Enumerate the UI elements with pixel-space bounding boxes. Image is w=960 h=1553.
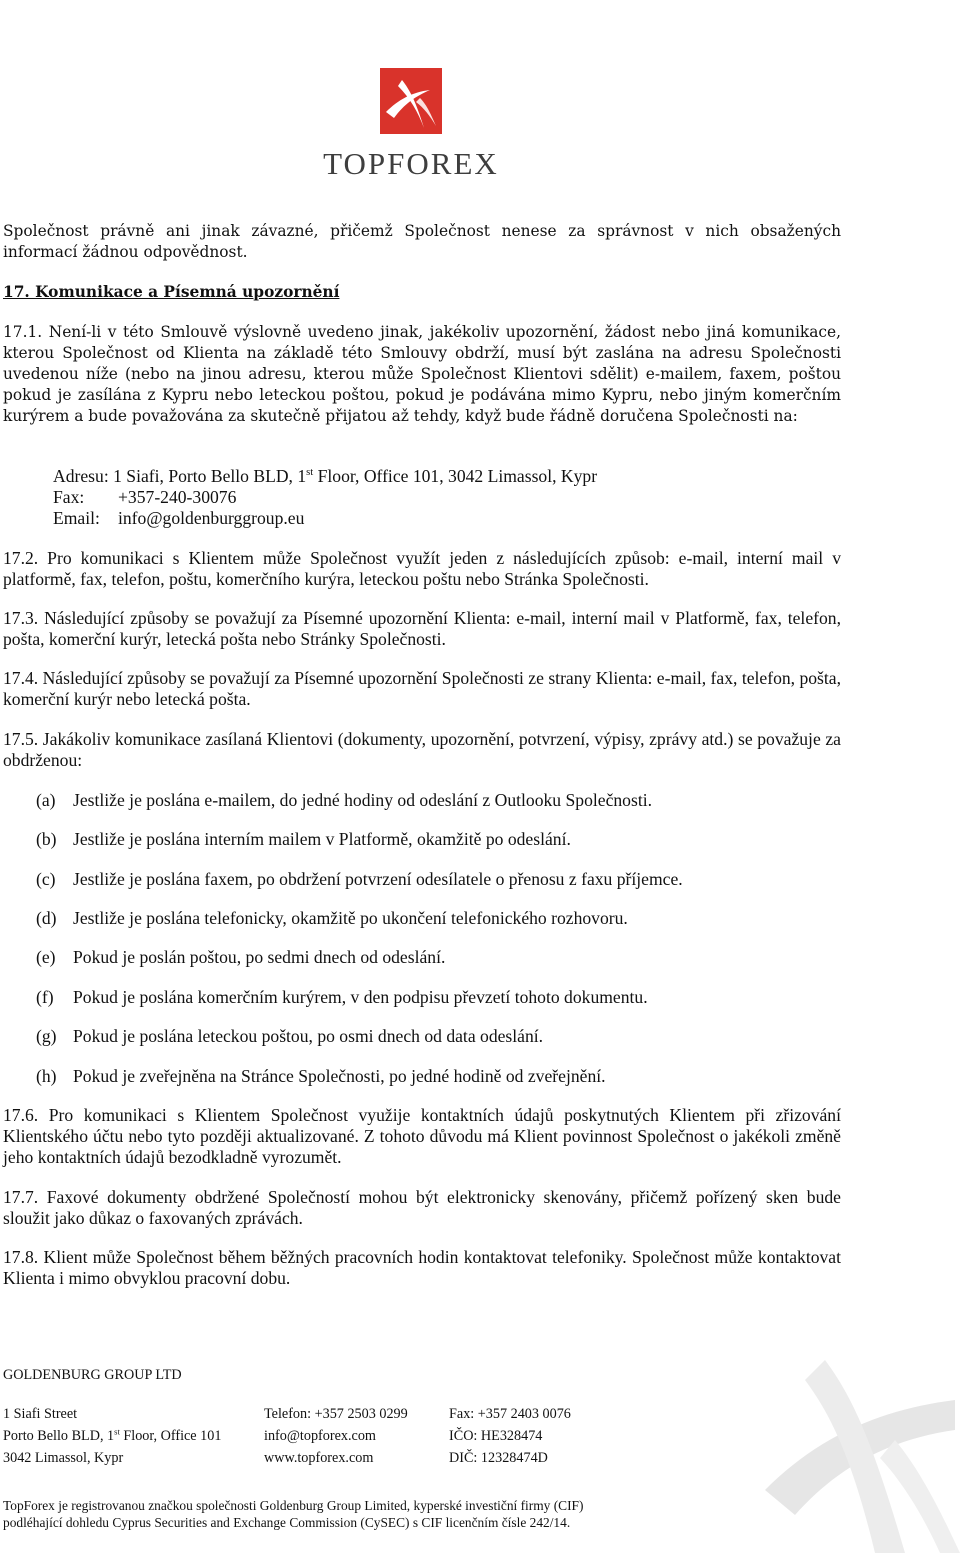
watermark-logo-icon (755, 1340, 960, 1553)
footer-address-line-1: 1 Siafi Street (3, 1406, 78, 1422)
paragraph-17-6: 17.6. Pro komunikaci s Klientem Společnost využije kontaktních údajů poskytnutých Klientem při zřizování Klientského účtu nebo tyto později aktualizované. Z tohoto důvodu má Klient povinnost Společnost o jakékoli změně jeho kontaktních údajů bezodkladně vyrozumět. (3, 1105, 841, 1167)
list-item (36, 1026, 543, 1047)
section-heading: 17. Komunikace a Písemná upozornění (3, 283, 340, 301)
list-item-text: Jestliže je poslána faxem, po obdržení potvrzení odesílatele o přenosu z faxu příjemce. (73, 869, 683, 889)
paragraph-17-2: 17.2. Pro komunikaci s Klientem může Společnost využít jeden z následujících způsob: e-mail, interní mail v platformě, fax, telefon, poštu, komerčního kurýra, leteckou poštu nebo Stránka Společnosti. (3, 548, 841, 589)
footer-legal-note-line-1: TopForex je registrovanou značkou společnosti Goldenburg Group Limited, kyperské investiční firmy (CIF) (3, 1498, 584, 1513)
footer-legal-note-line-2: podléhající dohledu Cyprus Securities and Exchange Commission (CySEC) s CIF licenčním čísle 242/14. (3, 1515, 571, 1530)
footer-website[interactable]: www.topforex.com (264, 1450, 374, 1466)
list-item (36, 1066, 606, 1087)
list-item-text: Pokud je poslána komerčním kurýrem, v den podpisu převzetí tohoto dokumentu. (73, 987, 648, 1007)
list-item-text: Pokud je poslán poštou, po sedmi dnech od odeslání. (73, 947, 446, 967)
list-item-label: (e) (36, 947, 56, 967)
list-item-label: (g) (36, 1026, 57, 1046)
list-item-label: (h) (36, 1066, 57, 1086)
list-item (36, 790, 652, 811)
intro-line-1: Společnost právně ani jinak závazné, přičemž Společnost nenese za správnost v nich obsažených (3, 222, 841, 240)
footer-dic: DIČ: 12328474D (449, 1450, 548, 1466)
fax-value: +357-240-30076 (118, 487, 237, 507)
address-value-end: Floor, Office 101, 3042 Limassol, Kypr (313, 466, 598, 486)
footer-email[interactable]: info@topforex.com (264, 1428, 376, 1444)
topforex-logo-mark (380, 68, 442, 134)
brand-name: TOPFOREX (323, 146, 499, 181)
paragraph-17-5: 17.5. Jakákoliv komunikace zasílaná Klientovi (dokumenty, upozornění, potvrzení, výpisy, zprávy atd.) se považuje za obdrženou: (3, 729, 841, 770)
intro-line-2: informací žádnou odpovědnost. (3, 243, 248, 261)
topforex-logo (318, 68, 504, 180)
paragraph-17-7: 17.7. Faxové dokumenty obdržené Společností mohou být elektronicky skenovány, přičemž pořízený sken bude sloužit jako důkaz o faxovaných zprávách. (3, 1187, 841, 1228)
footer-address-column (3, 1405, 221, 1471)
footer-address-line-3: 3042 Limassol, Kypr (3, 1450, 124, 1466)
fax-line (53, 487, 236, 508)
paragraph-17-4: 17.4. Následující způsoby se považují za Písemné upozornění Společnosti ze strany Klienta: e-mail, fax, telefon, pošta, komerční kurýr nebo letecká pošta. (3, 668, 841, 709)
footer-address-sup: st (114, 1426, 120, 1437)
footer-address-line-2 (3, 1427, 221, 1449)
footer-address-line-2-end: Floor, Office 101 (119, 1428, 222, 1444)
footer-company-name: GOLDENBURG GROUP LTD (3, 1367, 182, 1383)
list-item-text: Jestliže je poslána e-mailem, do jedné hodiny od odeslání z Outlooku Společnosti. (73, 790, 653, 810)
footer-address-line-2-start: Porto Bello BLD, 1 (3, 1428, 115, 1444)
footer-registration-column (449, 1405, 571, 1471)
list-item-label: (b) (36, 829, 57, 849)
list-item-text: Pokud je zveřejněna na Stránce Společnosti, po jedné hodině od zveřejnění. (73, 1066, 606, 1086)
list-item (36, 869, 683, 890)
list-item-label: (c) (36, 869, 56, 889)
paragraph-17-1: 17.1. Není-li v této Smlouvě výslovně uvedeno jinak, jakékoliv upozornění, žádost nebo jiná komunikace, kterou Společnost od Klienta na základě této Smlouvy obdrží, musí být zaslána na adresu Společnosti uvedenou níže (nebo na jinou adresu, kterou může Společnost Klientovi sdělit) e-mailem, faxem, poštou pokud je zasílána z Kypru nebo leteckou poštou, pokud je podávána mimo Kypru, nebo jiným komerčním kurýrem a bude považována za skutečně přijatou až tehdy, když bude řádně doručena Společnosti na: (3, 323, 841, 425)
list-item-label: (d) (36, 908, 57, 928)
address-value-start: 1 Siafi, Porto Bello BLD, 1 (113, 466, 307, 486)
footer-legal-note (3, 1497, 583, 1531)
footer-contact-column (264, 1405, 408, 1471)
email-label: Email: (53, 508, 100, 528)
list-item-label: (f) (36, 987, 54, 1007)
footer-ico: IČO: HE328474 (449, 1428, 543, 1444)
address-line (53, 466, 597, 487)
list-item-text: Pokud je poslána leteckou poštou, po osmi dnech od data odeslání. (73, 1026, 544, 1046)
address-label: Adresu: (53, 466, 109, 486)
list-item (36, 987, 648, 1008)
list-item-text: Jestliže je poslána interním mailem v Platformě, okamžitě po odeslání. (73, 829, 571, 849)
footer-phone: Telefon: +357 2503 0299 (264, 1406, 408, 1422)
list-item-text: Jestliže je poslána telefonicky, okamžitě po ukončení telefonického rozhovoru. (73, 908, 628, 928)
footer-fax: Fax: +357 2403 0076 (449, 1406, 571, 1422)
email-value[interactable]: info@goldenburggroup.eu (118, 508, 305, 528)
paragraph-17-8: 17.8. Klient může Společnost během běžných pracovních hodin kontaktovat telefoniky. Společnost může kontaktovat Klienta i mimo obvyklou pracovní dobu. (3, 1247, 841, 1288)
list-item (36, 829, 571, 850)
list-item (36, 947, 445, 968)
list-item (36, 908, 628, 929)
address-sup: st (306, 467, 314, 479)
intro-paragraph (3, 221, 841, 263)
list-item-label: (a) (36, 790, 56, 810)
email-line (53, 508, 304, 529)
paragraph-17-3: 17.3. Následující způsoby se považují za Písemné upozornění Klienta: e-mail, interní mail v Platformě, fax, telefon, pošta, komerční kurýr, letecká pošta nebo Stránky Společnosti. (3, 608, 841, 649)
fax-label: Fax: (53, 487, 85, 507)
